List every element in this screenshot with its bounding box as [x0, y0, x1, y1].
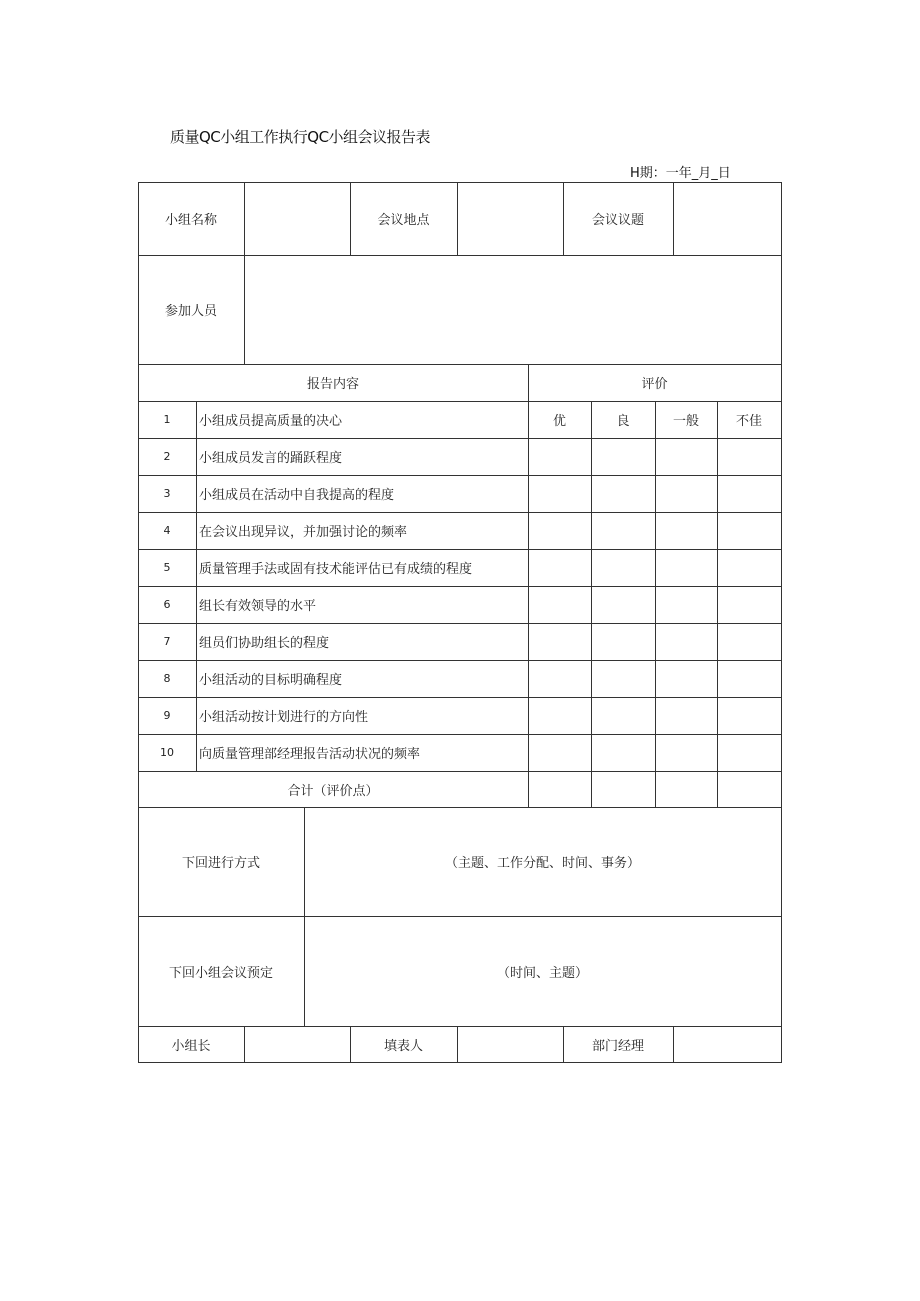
manager-label: 部门经理 — [591, 1038, 644, 1054]
rating-cell[interactable] — [591, 623, 655, 660]
filler-field[interactable] — [457, 1026, 563, 1062]
next-method-field[interactable]: （主题、工作分配、时间、事务） — [444, 856, 640, 871]
next-method-label: 下回进行方式 — [181, 856, 260, 871]
rating-cell[interactable] — [528, 623, 591, 660]
rating-cell[interactable] — [591, 438, 655, 475]
topic-label: 会议议题 — [591, 213, 644, 228]
item-number: 6 — [163, 598, 171, 611]
next-meeting-label: 下回小组会议预定 — [168, 965, 273, 981]
rating-cell[interactable] — [655, 734, 717, 771]
item-number: 8 — [163, 672, 171, 685]
rating-cell[interactable] — [528, 734, 591, 771]
report-content-header: 报告内容 — [306, 377, 359, 392]
group-name-field[interactable] — [244, 182, 350, 255]
item-text: 向质量管理部经理报告活动状况的频率 — [199, 747, 421, 762]
item-text: 小组活动的目标明确程度 — [199, 673, 343, 688]
rating-header-3: 不佳 — [735, 414, 762, 429]
filler-label: 填表人 — [383, 1038, 423, 1054]
rating-cell[interactable] — [717, 512, 781, 549]
rating-cell[interactable] — [528, 697, 591, 734]
item-number: 10 — [160, 746, 174, 759]
rating-cell[interactable] — [655, 623, 717, 660]
rating-cell[interactable] — [528, 660, 591, 697]
item-text: 小组成员提高质量的决心 — [199, 414, 343, 429]
item-text: 小组成员在活动中自我提高的程度 — [199, 488, 395, 503]
group-name-label: 小组名称 — [164, 213, 217, 228]
participants-field[interactable] — [244, 255, 781, 364]
rating-cell[interactable] — [655, 438, 717, 475]
rating-cell[interactable] — [655, 660, 717, 697]
total-cell[interactable] — [528, 771, 591, 807]
item-number: 7 — [163, 635, 171, 648]
location-field[interactable] — [457, 182, 563, 255]
rating-cell[interactable] — [528, 586, 591, 623]
rating-cell[interactable] — [528, 475, 591, 512]
rating-cell[interactable] — [591, 475, 655, 512]
item-text: 小组活动按计划进行的方向性 — [199, 710, 369, 725]
rating-cell[interactable] — [717, 438, 781, 475]
item-number: 4 — [163, 524, 171, 537]
item-text: 组员们协助组长的程度 — [199, 636, 330, 651]
leader-field[interactable] — [244, 1026, 350, 1062]
rating-cell[interactable] — [717, 734, 781, 771]
total-label: 合计（评价点） — [287, 783, 379, 799]
manager-field[interactable] — [673, 1026, 781, 1062]
rating-cell[interactable] — [591, 734, 655, 771]
date-label: H期：一年_月_日 — [630, 166, 731, 181]
item-text: 在会议出现异议，并加强讨论的频率 — [199, 525, 408, 540]
rating-cell[interactable] — [717, 549, 781, 586]
total-cell[interactable] — [717, 771, 781, 807]
rating-header-1: 良 — [616, 414, 630, 429]
rating-cell[interactable] — [591, 697, 655, 734]
table-rule — [781, 182, 782, 1063]
rating-header-2: 一般 — [672, 414, 699, 429]
rating-header-0: 优 — [552, 414, 566, 429]
next-meeting-field[interactable]: （时间、主题） — [496, 965, 588, 981]
item-number: 1 — [163, 413, 171, 426]
item-text: 小组成员发言的踊跃程度 — [199, 451, 343, 466]
rating-cell[interactable] — [655, 549, 717, 586]
rating-cell[interactable] — [591, 586, 655, 623]
rating-cell[interactable] — [717, 697, 781, 734]
item-number: 3 — [163, 487, 171, 500]
rating-cell[interactable] — [655, 697, 717, 734]
rating-cell[interactable] — [528, 549, 591, 586]
topic-field[interactable] — [673, 182, 781, 255]
rating-cell[interactable] — [528, 512, 591, 549]
rating-cell[interactable] — [591, 512, 655, 549]
item-number: 9 — [163, 709, 171, 722]
table-rule — [138, 1062, 782, 1063]
rating-cell[interactable] — [655, 512, 717, 549]
total-cell[interactable] — [655, 771, 717, 807]
evaluation-header: 评价 — [641, 377, 668, 392]
rating-cell[interactable] — [655, 586, 717, 623]
participants-label: 参加人员 — [164, 304, 217, 319]
rating-cell[interactable] — [717, 660, 781, 697]
rating-cell[interactable] — [591, 549, 655, 586]
total-cell[interactable] — [591, 771, 655, 807]
rating-cell[interactable] — [717, 586, 781, 623]
rating-cell[interactable] — [655, 475, 717, 512]
item-text: 组长有效领导的水平 — [199, 599, 317, 614]
rating-cell[interactable] — [717, 475, 781, 512]
rating-cell[interactable] — [528, 438, 591, 475]
item-text: 质量管理手法或固有技术能评估已有成绩的程度 — [199, 562, 473, 577]
location-label: 会议地点 — [377, 213, 430, 228]
rating-cell[interactable] — [591, 660, 655, 697]
item-number: 5 — [163, 561, 171, 574]
rating-cell[interactable] — [717, 623, 781, 660]
page-title: 质量QC小组工作执行QC小组会议报告表 — [170, 128, 431, 146]
item-number: 2 — [163, 450, 171, 463]
leader-label: 小组长 — [171, 1038, 211, 1054]
